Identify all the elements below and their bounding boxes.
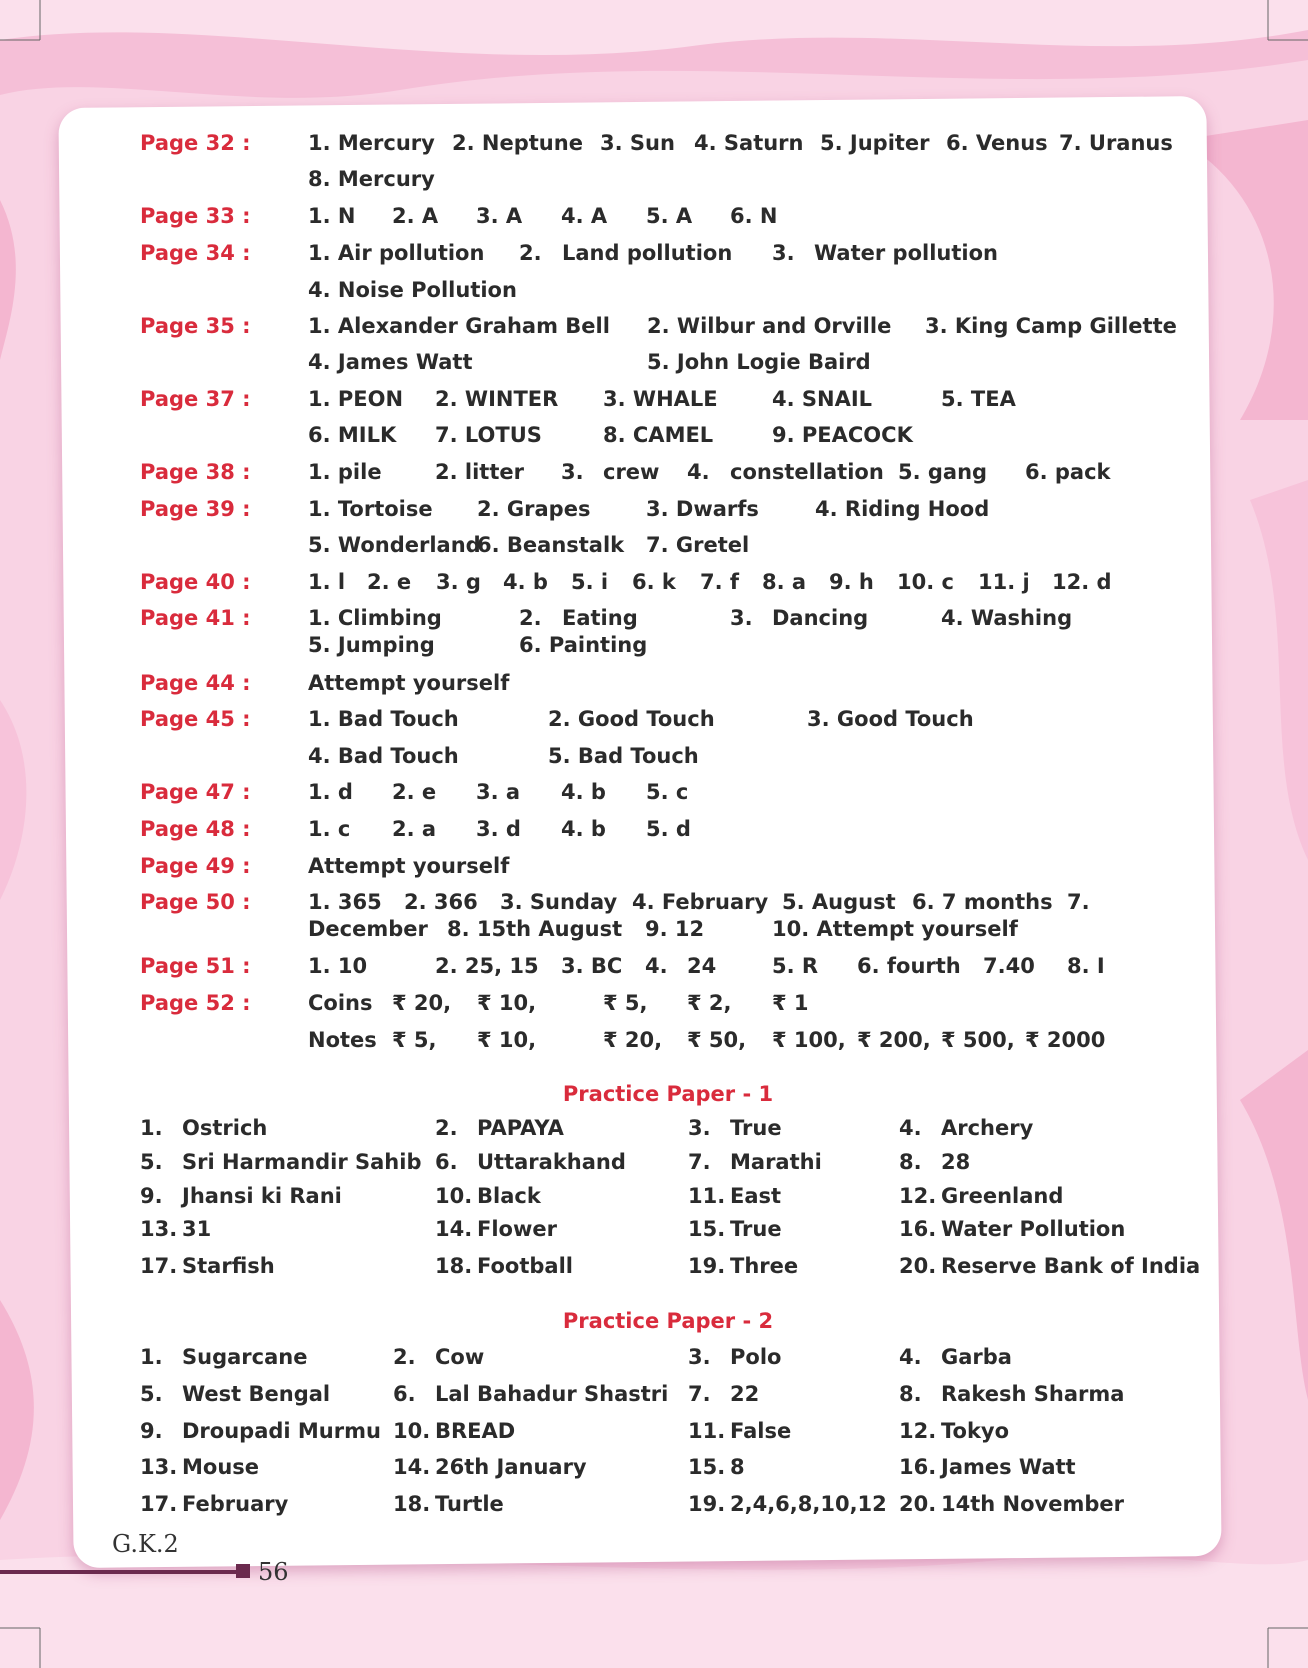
answer-text: Football bbox=[477, 1254, 573, 1278]
answer-text: Uttarakhand bbox=[477, 1150, 626, 1174]
answer-item: 1. Mercury bbox=[308, 131, 435, 155]
answer-item: 9. PEACOCK bbox=[772, 423, 913, 447]
page-number: 56 bbox=[258, 1558, 289, 1586]
page-label: Page 40 : bbox=[140, 570, 251, 594]
answer-item: 3. A bbox=[476, 204, 523, 228]
answer-item: 7. f bbox=[700, 570, 740, 594]
answer-item: 1. Alexander Graham Bell bbox=[308, 314, 610, 338]
answer-item: 3. bbox=[561, 460, 584, 484]
answer-item: 4. February bbox=[632, 890, 769, 914]
answer-item: 1. Climbing bbox=[308, 606, 442, 630]
answer-item: Notes bbox=[308, 1028, 377, 1052]
answer-text: Garba bbox=[941, 1345, 1012, 1369]
answer-text: BREAD bbox=[435, 1419, 516, 1443]
answer-item: 1. c bbox=[308, 817, 351, 841]
answer-item: 10. c bbox=[897, 570, 954, 594]
answer-item: 3. BC bbox=[561, 954, 623, 978]
question-number: 19. bbox=[688, 1254, 726, 1278]
answer-item: 24 bbox=[687, 954, 717, 978]
question-number: 7. bbox=[688, 1382, 711, 1406]
answer-item: 5. John Logie Baird bbox=[647, 350, 871, 374]
answer-text: Ostrich bbox=[182, 1116, 268, 1140]
answer-item: 4. SNAIL bbox=[772, 387, 873, 411]
question-number: 7. bbox=[688, 1150, 711, 1174]
page-label: Page 49 : bbox=[140, 854, 251, 878]
answer-item: 8. a bbox=[762, 570, 807, 594]
answer-item: 2. A bbox=[392, 204, 439, 228]
answer-item: ₹ 10, bbox=[477, 991, 537, 1015]
question-number: 10. bbox=[435, 1184, 473, 1208]
question-number: 4. bbox=[899, 1116, 922, 1140]
page-label: Page 47 : bbox=[140, 780, 251, 804]
answer-item: December bbox=[308, 917, 428, 941]
answer-text: February bbox=[182, 1492, 289, 1516]
section-title: Practice Paper - 1 bbox=[562, 1082, 774, 1106]
answer-item: 3. Dwarfs bbox=[646, 497, 759, 521]
answer-item: 4. b bbox=[503, 570, 548, 594]
answer-item: 7. bbox=[1067, 890, 1090, 914]
question-number: 17. bbox=[140, 1492, 178, 1516]
question-number: 2. bbox=[435, 1116, 458, 1140]
answer-item: Land pollution bbox=[562, 241, 733, 265]
question-number: 5. bbox=[140, 1150, 163, 1174]
question-number: 1. bbox=[140, 1345, 163, 1369]
answer-item: 2. e bbox=[367, 570, 412, 594]
answer-item: ₹ 500, bbox=[941, 1028, 1015, 1052]
answer-item: 5. August bbox=[782, 890, 896, 914]
page-label: Page 35 : bbox=[140, 314, 251, 338]
answer-item: 1. Bad Touch bbox=[308, 707, 459, 731]
answer-item: 5. Wonderland bbox=[308, 533, 481, 557]
page-label: Page 45 : bbox=[140, 707, 251, 731]
page-label: Page 41 : bbox=[140, 606, 251, 630]
answer-item: 1. Tortoise bbox=[308, 497, 433, 521]
question-number: 18. bbox=[393, 1492, 431, 1516]
question-number: 10. bbox=[393, 1419, 431, 1443]
answer-item: 3. bbox=[730, 606, 753, 630]
answer-text: 28 bbox=[941, 1150, 971, 1174]
answer-item: 6. fourth bbox=[857, 954, 961, 978]
answer-item: 4. b bbox=[561, 817, 606, 841]
answer-text: Turtle bbox=[435, 1492, 504, 1516]
answer-item: 3. d bbox=[476, 817, 521, 841]
answer-item: ₹ 200, bbox=[857, 1028, 931, 1052]
question-number: 5. bbox=[140, 1382, 163, 1406]
question-number: 2. bbox=[393, 1345, 416, 1369]
answer-item: Attempt yourself bbox=[308, 671, 510, 695]
answer-item: 4. b bbox=[561, 780, 606, 804]
answer-item: constellation bbox=[730, 460, 884, 484]
answer-item: 6. pack bbox=[1025, 460, 1111, 484]
answer-item: 7.40 bbox=[983, 954, 1035, 978]
answer-item: 3. WHALE bbox=[603, 387, 718, 411]
question-number: 9. bbox=[140, 1184, 163, 1208]
answer-text: True bbox=[730, 1116, 782, 1140]
answer-item: 9. h bbox=[829, 570, 874, 594]
answer-item: 4. Saturn bbox=[694, 131, 804, 155]
answer-text: West Bengal bbox=[182, 1382, 331, 1406]
question-number: 16. bbox=[899, 1455, 937, 1479]
question-number: 11. bbox=[688, 1184, 726, 1208]
answer-item: Eating bbox=[562, 606, 638, 630]
answer-item: Coins bbox=[308, 991, 373, 1015]
question-number: 19. bbox=[688, 1492, 726, 1516]
answer-item: 5. c bbox=[646, 780, 689, 804]
answer-item: 3. a bbox=[476, 780, 521, 804]
answer-item: 12. d bbox=[1052, 570, 1112, 594]
answer-text: Droupadi Murmu bbox=[182, 1419, 381, 1443]
answer-item: 3. bbox=[772, 241, 795, 265]
answer-item: ₹ 1 bbox=[772, 991, 809, 1015]
answer-item: Dancing bbox=[772, 606, 869, 630]
answer-item: 4. bbox=[645, 954, 668, 978]
answer-item: 1. PEON bbox=[308, 387, 404, 411]
answer-text: False bbox=[730, 1419, 792, 1443]
answer-text: Mouse bbox=[182, 1455, 260, 1479]
answer-item: 3. Good Touch bbox=[807, 707, 974, 731]
answer-text: 8 bbox=[730, 1455, 745, 1479]
question-number: 4. bbox=[899, 1345, 922, 1369]
section-title: Practice Paper - 2 bbox=[562, 1309, 774, 1333]
question-number: 20. bbox=[899, 1254, 937, 1278]
answer-item: 8. CAMEL bbox=[603, 423, 714, 447]
answer-text: Water Pollution bbox=[941, 1217, 1126, 1241]
answer-text: Marathi bbox=[730, 1150, 822, 1174]
answer-text: 2,4,6,8,10,12 bbox=[730, 1492, 887, 1516]
answer-item: Attempt yourself bbox=[308, 854, 510, 878]
answer-item: 5. i bbox=[571, 570, 609, 594]
answer-text: Sugarcane bbox=[182, 1345, 308, 1369]
answer-item: ₹ 2, bbox=[687, 991, 732, 1015]
answer-item: 6. MILK bbox=[308, 423, 397, 447]
answer-item: ₹ 5, bbox=[392, 1028, 437, 1052]
answer-item: 4. James Watt bbox=[308, 350, 473, 374]
answer-item: 1. Air pollution bbox=[308, 241, 485, 265]
answer-item: 1. 365 bbox=[308, 890, 382, 914]
answer-text: Greenland bbox=[941, 1184, 1064, 1208]
answer-text: Reserve Bank of India bbox=[941, 1254, 1201, 1278]
page-label: Page 48 : bbox=[140, 817, 251, 841]
page-label: Page 34 : bbox=[140, 241, 251, 265]
answer-item: 8. I bbox=[1067, 954, 1105, 978]
answer-text: Lal Bahadur Shastri bbox=[435, 1382, 669, 1406]
answer-item: 4. bbox=[687, 460, 710, 484]
answer-item: 2. Grapes bbox=[477, 497, 591, 521]
answer-item: crew bbox=[603, 460, 660, 484]
answer-item: 2. litter bbox=[435, 460, 524, 484]
answer-item: 7. Gretel bbox=[646, 533, 750, 557]
answer-text: Sri Harmandir Sahib bbox=[182, 1150, 422, 1174]
answer-item: 2. e bbox=[392, 780, 437, 804]
answer-item: 4. A bbox=[561, 204, 608, 228]
answer-item: ₹ 5, bbox=[603, 991, 648, 1015]
answer-text: Cow bbox=[435, 1345, 485, 1369]
answer-item: 2. a bbox=[392, 817, 437, 841]
book-title: G.K.2 bbox=[112, 1530, 179, 1558]
question-number: 15. bbox=[688, 1217, 726, 1241]
answer-item: 4. Bad Touch bbox=[308, 744, 459, 768]
question-number: 8. bbox=[899, 1150, 922, 1174]
answer-text: Starfish bbox=[182, 1254, 275, 1278]
question-number: 6. bbox=[393, 1382, 416, 1406]
answer-item: 1. l bbox=[308, 570, 346, 594]
answer-item: 2. Good Touch bbox=[548, 707, 715, 731]
page-label: Page 52 : bbox=[140, 991, 251, 1015]
answer-item: ₹ 100, bbox=[772, 1028, 846, 1052]
answer-item: 2. 366 bbox=[404, 890, 478, 914]
answer-item: 7. Uranus bbox=[1059, 131, 1173, 155]
question-number: 1. bbox=[140, 1116, 163, 1140]
answer-item: 6. 7 months bbox=[912, 890, 1053, 914]
question-number: 3. bbox=[688, 1116, 711, 1140]
page-label: Page 44 : bbox=[140, 671, 251, 695]
question-number: 14. bbox=[435, 1217, 473, 1241]
question-number: 16. bbox=[899, 1217, 937, 1241]
answer-item: 5. R bbox=[772, 954, 819, 978]
page-label: Page 33 : bbox=[140, 204, 251, 228]
answer-text: Rakesh Sharma bbox=[941, 1382, 1125, 1406]
answer-text: James Watt bbox=[941, 1455, 1076, 1479]
answer-item: 4. Noise Pollution bbox=[308, 278, 517, 302]
question-number: 12. bbox=[899, 1184, 937, 1208]
answer-text: East bbox=[730, 1184, 782, 1208]
answer-item: 10. Attempt yourself bbox=[772, 917, 1018, 941]
answer-text: True bbox=[730, 1217, 782, 1241]
question-number: 9. bbox=[140, 1419, 163, 1443]
answer-text: Flower bbox=[477, 1217, 557, 1241]
answer-item: 3. g bbox=[436, 570, 481, 594]
answer-text: 26th January bbox=[435, 1455, 587, 1479]
question-number: 17. bbox=[140, 1254, 178, 1278]
answer-text: Polo bbox=[730, 1345, 782, 1369]
question-number: 6. bbox=[435, 1150, 458, 1174]
answer-item: 2. bbox=[519, 606, 542, 630]
question-number: 20. bbox=[899, 1492, 937, 1516]
answer-item: 9. 12 bbox=[645, 917, 705, 941]
answer-item: 2. Neptune bbox=[452, 131, 583, 155]
answer-item: 6. Venus bbox=[946, 131, 1048, 155]
answer-item: 6. Beanstalk bbox=[477, 533, 625, 557]
answer-item: 5. d bbox=[646, 817, 691, 841]
question-number: 12. bbox=[899, 1419, 937, 1443]
answer-text: Black bbox=[477, 1184, 541, 1208]
answer-item: 4. Washing bbox=[941, 606, 1073, 630]
answer-item: 5. TEA bbox=[941, 387, 1016, 411]
answer-item: 2. 25, 15 bbox=[435, 954, 539, 978]
answer-item: 7. LOTUS bbox=[435, 423, 542, 447]
page-label: Page 38 : bbox=[140, 460, 251, 484]
page-label: Page 51 : bbox=[140, 954, 251, 978]
answer-text: Tokyo bbox=[941, 1419, 1010, 1443]
question-number: 8. bbox=[899, 1382, 922, 1406]
page-label: Page 39 : bbox=[140, 497, 251, 521]
answer-item: 6. k bbox=[632, 570, 676, 594]
page-label: Page 32 : bbox=[140, 131, 251, 155]
answer-item: 3. Sun bbox=[600, 131, 675, 155]
answer-item: 4. Riding Hood bbox=[815, 497, 990, 521]
answer-item: 1. pile bbox=[308, 460, 382, 484]
answer-item: 3. King Camp Gillette bbox=[925, 314, 1177, 338]
question-number: 3. bbox=[688, 1345, 711, 1369]
answer-text: 14th November bbox=[941, 1492, 1124, 1516]
answer-item: 2. WINTER bbox=[435, 387, 559, 411]
answer-item: 11. j bbox=[978, 570, 1030, 594]
question-number: 15. bbox=[688, 1455, 726, 1479]
answer-item: ₹ 10, bbox=[477, 1028, 537, 1052]
footer-square bbox=[236, 1564, 250, 1578]
answer-item: 1. 10 bbox=[308, 954, 368, 978]
page-label: Page 50 : bbox=[140, 890, 251, 914]
answer-item: ₹ 20, bbox=[392, 991, 452, 1015]
answer-item: 5. Jupiter bbox=[820, 131, 930, 155]
answer-text: 22 bbox=[730, 1382, 760, 1406]
answer-item: 6. Painting bbox=[519, 633, 648, 657]
page-label: Page 37 : bbox=[140, 387, 251, 411]
answer-item: 6. N bbox=[730, 204, 778, 228]
answer-item: 5. gang bbox=[898, 460, 988, 484]
answer-text: 31 bbox=[182, 1217, 212, 1241]
answer-item: 5. Jumping bbox=[308, 633, 435, 657]
answer-item: 1. N bbox=[308, 204, 356, 228]
question-number: 13. bbox=[140, 1455, 178, 1479]
question-number: 14. bbox=[393, 1455, 431, 1479]
answer-item: ₹ 2000 bbox=[1025, 1028, 1106, 1052]
answer-text: Three bbox=[730, 1254, 799, 1278]
answer-item: ₹ 20, bbox=[603, 1028, 663, 1052]
question-number: 11. bbox=[688, 1419, 726, 1443]
answer-item: 3. Sunday bbox=[500, 890, 618, 914]
answer-text: Archery bbox=[941, 1116, 1034, 1140]
answer-item: Water pollution bbox=[814, 241, 998, 265]
question-number: 13. bbox=[140, 1217, 178, 1241]
answer-item: 8. Mercury bbox=[308, 167, 435, 191]
answer-item: 1. d bbox=[308, 780, 353, 804]
question-number: 18. bbox=[435, 1254, 473, 1278]
answer-item: 8. 15th August bbox=[447, 917, 623, 941]
answer-text: Jhansi ki Rani bbox=[182, 1184, 342, 1208]
answer-item: 2. bbox=[519, 241, 542, 265]
footer-bar bbox=[0, 1570, 238, 1574]
answer-item: ₹ 50, bbox=[687, 1028, 747, 1052]
answer-text: PAPAYA bbox=[477, 1116, 564, 1140]
answer-item: 5. A bbox=[646, 204, 693, 228]
answer-item: 5. Bad Touch bbox=[548, 744, 699, 768]
answer-item: 2. Wilbur and Orville bbox=[647, 314, 892, 338]
